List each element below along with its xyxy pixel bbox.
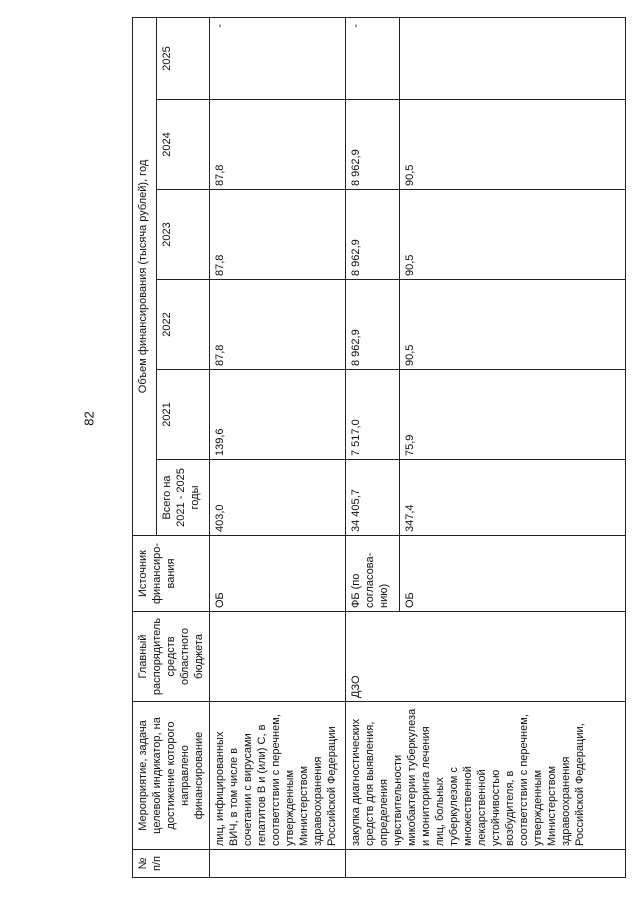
row-no xyxy=(210,850,346,878)
header-year-2025: 2025 xyxy=(156,17,209,99)
row-source: ФБ (по согласова-нию) xyxy=(346,536,400,612)
header-year-2024: 2024 xyxy=(156,100,209,190)
row-value-2022: 90,5 xyxy=(400,280,626,370)
header-total: Всего на 2021 - 2025 годы xyxy=(156,460,209,536)
row-event: лиц, инфицированных ВИЧ, в том числе в сочетании с вирусами гепатитов В и (или) С, в соответствии с перечнем, утвержденным Министерством здравоохранения Российской Федерации xyxy=(210,702,346,850)
table-row xyxy=(210,17,346,877)
header-event: Мероприятие, задача целевой индикатор, на достижение которого направлено финансирование xyxy=(133,702,210,850)
row-total: 347,4 xyxy=(400,460,626,536)
page-number: 82 xyxy=(81,411,97,426)
header-year-2023: 2023 xyxy=(156,190,209,280)
header-admin: Главный распорядитель средств областного бюджета xyxy=(133,612,210,702)
row-total: 34 405,7 xyxy=(346,460,400,536)
row-value-2024: 8 962,9 xyxy=(346,100,400,190)
row-value-2021: 139,6 xyxy=(210,370,346,460)
header-source: Источник финансиро-вания xyxy=(133,536,210,612)
row-value-2022: 87,8 xyxy=(210,280,346,370)
header-no: № п/п xyxy=(133,850,210,878)
row-total: 403,0 xyxy=(210,460,346,536)
row-value-2024: 87,8 xyxy=(210,100,346,190)
row-value-2022: 8 962,9 xyxy=(346,280,400,370)
row-value-2021: 75,9 xyxy=(400,370,626,460)
row-value-2021: 7 517,0 xyxy=(346,370,400,460)
table-row xyxy=(346,17,400,877)
rotated-table-container xyxy=(132,18,620,878)
financing-table xyxy=(132,17,626,878)
row-value-2025: - xyxy=(346,17,400,99)
row-source: ОБ xyxy=(210,536,346,612)
header-volume: Объем финансирования (тысяча рублей), год xyxy=(133,17,157,535)
header-year-2022: 2022 xyxy=(156,280,209,370)
row-value-2025 xyxy=(400,17,626,99)
row-value-2025: - xyxy=(210,17,346,99)
row-value-2023: 90,5 xyxy=(400,190,626,280)
row-admin: ДЗО xyxy=(346,612,626,702)
row-value-2023: 8 962,9 xyxy=(346,190,400,280)
row-value-2023: 87,8 xyxy=(210,190,346,280)
header-year-2021: 2021 xyxy=(156,370,209,460)
row-event: закупка диагностических средств для выявления, определения чувствительности микобактерии туберкулеза и мониторинга лечения лиц, больных туберкулезом с множественной лекарственной устойчивостью возбудителя, в соответствии с перечнем, утвержденным Министерством здравоохранения Российской Федерации, xyxy=(346,702,626,850)
row-source: ОБ xyxy=(400,536,626,612)
row-no xyxy=(346,850,626,878)
row-admin xyxy=(210,612,346,702)
row-value-2024: 90,5 xyxy=(400,100,626,190)
